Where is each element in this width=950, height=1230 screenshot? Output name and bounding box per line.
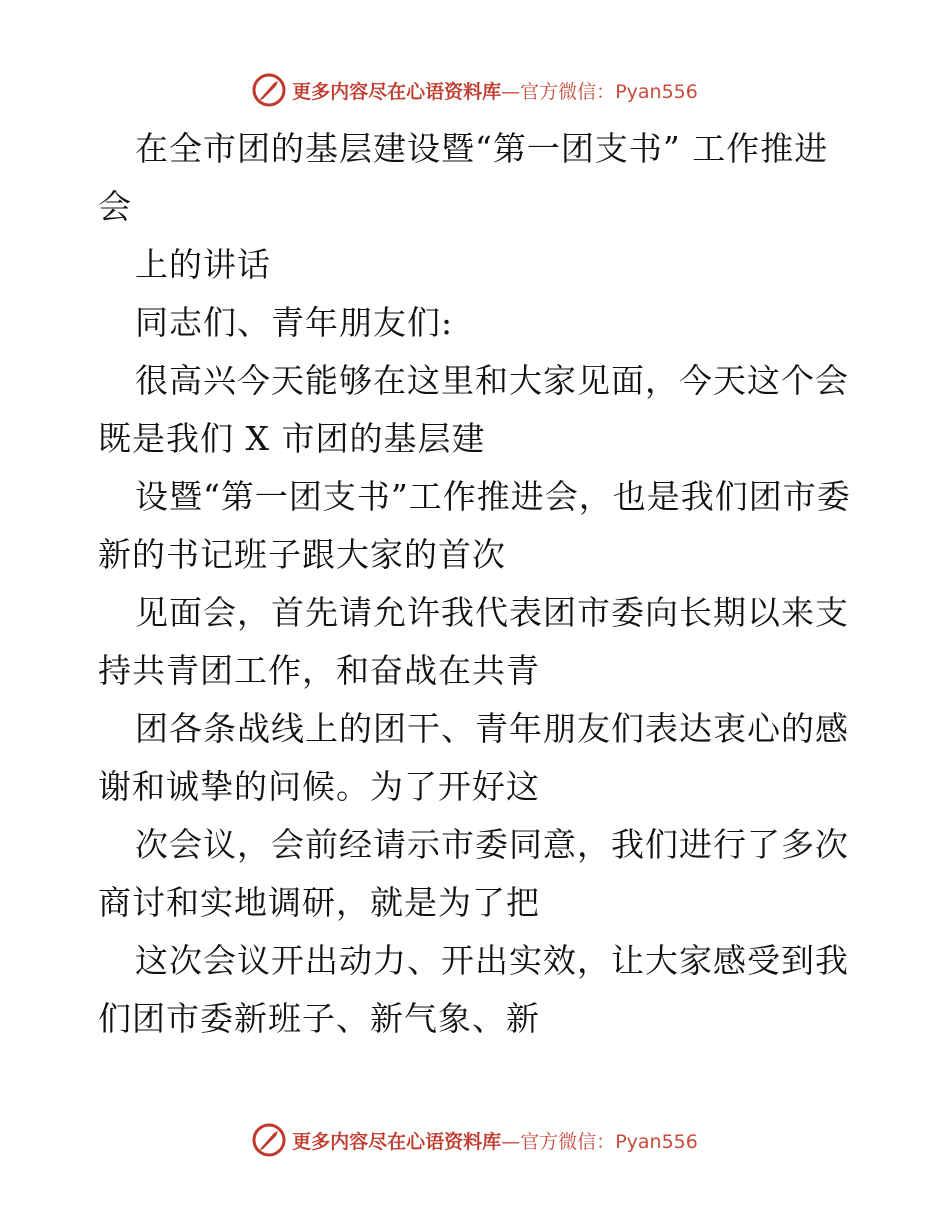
document-paragraph: 见面会，首先请允许我代表团市委向长期以来支持共青团工作，和奋战在共青	[98, 593, 849, 690]
document-paragraph: 设暨“第一团支书”工作推进会，也是我们团市委新的书记班子跟大家的首次	[98, 477, 851, 574]
banner-text	[292, 1127, 698, 1154]
document-paragraph: 次会议，会前经请示市委同意，我们进行了多次商讨和实地调研，就是为了把	[98, 825, 849, 922]
quill-pen-icon	[252, 73, 286, 107]
document-paragraph: 很高兴今天能够在这里和大家见面，今天这个会既是我们 X 市团的基层建	[98, 361, 849, 458]
document-paragraph: 团各条战线上的团干、青年朋友们表达衷心的感谢和诚挚的问候。为了开好这	[98, 709, 849, 806]
banner-dash: —	[501, 1130, 521, 1153]
document-paragraph: 上的讲话	[135, 245, 271, 284]
header-banner	[0, 70, 950, 110]
document-paragraph: 同志们、青年朋友们:	[135, 303, 454, 342]
banner-dash: —	[501, 80, 521, 103]
banner-brand: 更多内容尽在心语资料库	[292, 80, 502, 103]
banner-wechat-label: 官方微信：	[520, 1130, 616, 1153]
banner-text	[292, 77, 698, 104]
document-paragraph: 这次会议开出动力、开出实效，让大家感受到我们团市委新班子、新气象、新	[98, 941, 849, 1038]
document-paragraph: 在全市团的基层建设暨“第一团支书” 工作推进会	[98, 129, 829, 226]
banner-brand: 更多内容尽在心语资料库	[292, 1130, 502, 1153]
banner-wechat-label: 官方微信：	[520, 80, 616, 103]
document-body	[98, 120, 858, 1048]
quill-pen-icon	[252, 1123, 286, 1157]
banner-wechat-id: Pyan556	[615, 1130, 698, 1153]
footer-banner	[0, 1120, 950, 1160]
banner-wechat-id: Pyan556	[615, 80, 698, 103]
